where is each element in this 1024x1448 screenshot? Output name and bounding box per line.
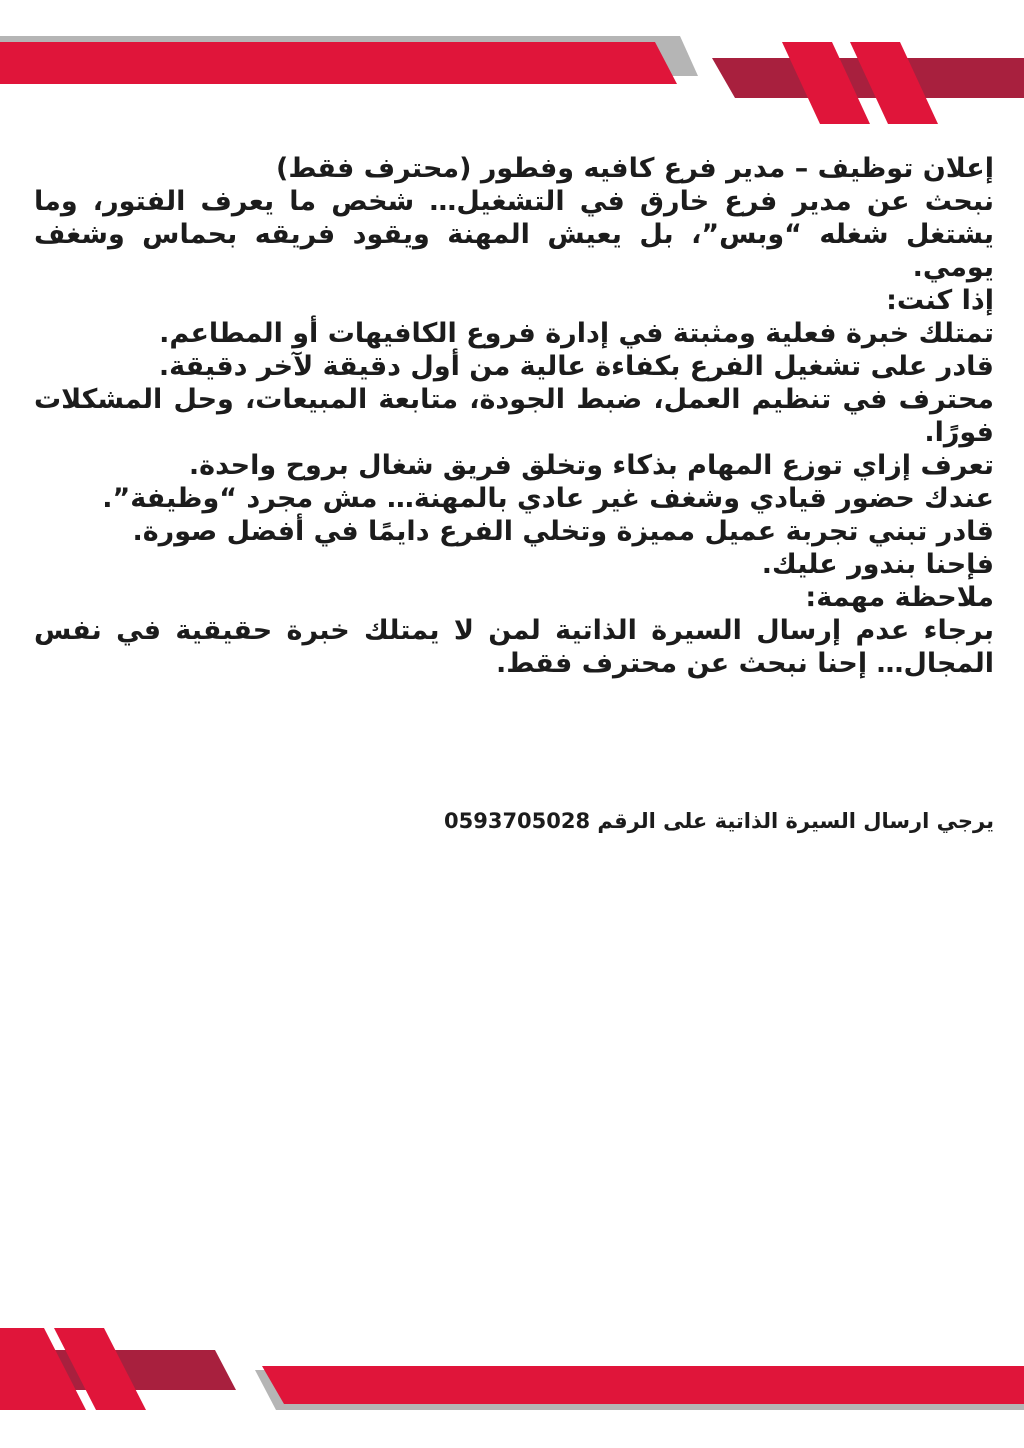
bottom-red-bar (262, 1366, 1024, 1404)
top-red-bar (0, 42, 677, 84)
note-heading: ملاحظة مهمة: (805, 582, 994, 613)
note-text: برجاء عدم إرسال السيرة الذاتية لمن لا يمتلك خبرة حقيقية في نفس المجال… إحنا نبحث عن محترف فقط. (34, 615, 994, 679)
job-ad-body (34, 152, 994, 680)
requirement-item: قادر تبني تجربة عميل مميزة وتخلي الفرع دايمًا في أفضل صورة. (132, 516, 994, 547)
requirement-item: عندك حضور قيادي وشغف غير عادي بالمهنة… مش مجرد “وظيفة”. (102, 483, 994, 514)
requirement-item: تمتلك خبرة فعلية ومثبتة في إدارة فروع الكافيهات أو المطاعم. (159, 318, 994, 349)
requirement-item: تعرف إزاي توزع المهام بذكاء وتخلق فريق شغال بروح واحدة. (188, 450, 994, 481)
requirement-item: محترف في تنظيم العمل، ضبط الجودة، متابعة المبيعات، وحل المشكلات فورًا. (34, 384, 994, 448)
if-heading: إذا كنت: (886, 285, 994, 316)
closing-line: فإحنا بندور عليك. (761, 549, 994, 580)
requirement-item: قادر على تشغيل الفرع بكفاءة عالية من أول دقيقة لآخر دقيقة. (158, 351, 994, 382)
contact-line: يرجي ارسال السيرة الذاتية على الرقم 0593705028 (444, 809, 994, 833)
ad-intro: نبحث عن مدير فرع خارق في التشغيل… شخص ما يعرف الفتور، وما يشتغل شغله “وبس”، بل يعيش المهنة ويقود فريقه بحماس وشغف يومي. (34, 186, 994, 283)
ad-title: إعلان توظيف – مدير فرع كافيه وفطور (محترف فقط) (276, 153, 994, 184)
